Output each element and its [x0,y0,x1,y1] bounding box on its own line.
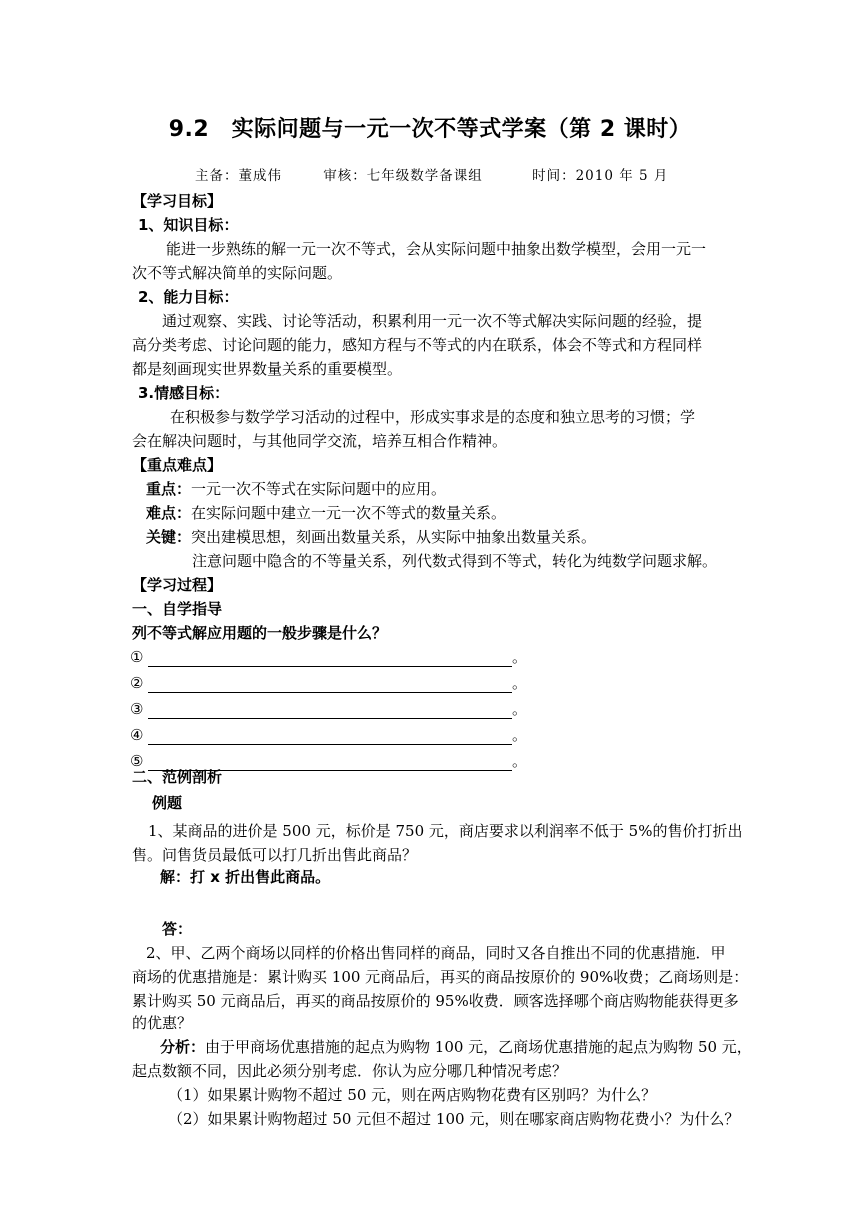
analysis-text-2: 起点数额不同，因此必须分别考虑．你认为应分哪几种情况考虑？ [132,1062,568,1080]
example1-text-1: 1、某商品的进价是 500 元，标价是 750 元，商店要求以利润率不低于 5%的售价打折出 [148,822,743,840]
date: 时间：2010 年 5 月 [532,168,669,184]
example-label: 例题 [152,794,183,812]
key-text: 突出建模思想，刻画出数量关系，从实际中抽象出数量关系。 [191,528,597,546]
analysis-label: 分析： [160,1038,206,1056]
difficulty-text: 在实际问题中建立一元一次不等式的数量关系。 [191,504,507,522]
knowledge-heading: 1、知识目标： [138,216,239,234]
key-row [146,526,596,548]
ability-text-3: 都是刻画现实世界数量关系的重要模型。 [132,360,403,378]
analysis-row [160,1036,752,1058]
step-period: 。 [512,648,528,666]
keypoints-heading: 【重点难点】 [132,456,223,474]
page-title: 9.2 实际问题与一元一次不等式学案（第 2 课时） [168,117,692,142]
document-meta [195,164,668,184]
example2-text-2: 商场的优惠措施是：累计购买 100 元商品后，再买的商品按原价的 90%收费；乙商场则是： [132,968,749,986]
key-label: 关键： [146,528,192,546]
analysis-text-1: 由于甲商场优惠措施的起点为购物 100 元，乙商场优惠措施的起点为购物 50 元， [205,1038,752,1056]
step-number: ④ [130,726,144,744]
ability-text-2: 高分类考虑、讨论问题的能力，感知方程与不等式的内在联系，体会不等式和方程同样 [132,336,703,354]
ability-heading: 2、能力目标： [138,288,239,306]
emotion-heading: 3.情感目标： [138,384,230,402]
question-2: （2）如果累计购物超过 50 元但不超过 100 元，则在哪家商店购物花费小？为什么？ [168,1110,740,1128]
focus-text: 一元一次不等式在实际问题中的应用。 [191,480,447,498]
example1-text-2: 售。问售货员最低可以打几折出售此商品？ [132,846,418,864]
step-number: ③ [130,700,144,718]
question-1: （1）如果累计购物不超过 50 元，则在两店购物花费有区别吗？为什么？ [168,1086,657,1104]
goals-heading: 【学习目标】 [132,192,223,210]
steps-question: 列不等式解应用题的一般步骤是什么？ [132,624,388,642]
step-period: 。 [512,700,528,718]
step-number: ⑤ [130,752,144,770]
focus-row [146,478,446,500]
step-number: ① [130,648,144,666]
reviewer: 审核：七年级数学备课组 [323,168,483,184]
focus-label: 重点： [146,480,192,498]
step-period: 。 [512,726,528,744]
knowledge-text-2: 次不等式解决简单的实际问题。 [132,264,343,282]
examples-heading: 二、范例剖析 [132,768,223,786]
emotion-text-1: 在积极参与数学学习活动的过程中，形成实事求是的态度和独立思考的习惯；学 [170,408,696,426]
difficulty-row [146,502,506,524]
process-heading: 【学习过程】 [132,576,223,594]
emotion-text-2: 会在解决问题时，与其他同学交流，培养互相合作精神。 [132,432,508,450]
author: 主备：董成伟 [195,168,282,184]
ability-text-1: 通过观察、实践、讨论等活动，积累利用一元一次不等式解决实际问题的经验，提 [162,312,703,330]
step-period: 。 [512,752,528,770]
answer-blank[interactable] [148,666,512,667]
answer-blank[interactable] [148,692,512,693]
self-study-heading: 一、自学指导 [132,600,223,618]
example2-text-1: 2、甲、乙两个商场以同样的价格出售同样的商品，同时又各自推出不同的优惠措施．甲 [146,944,726,962]
step-period: 。 [512,674,528,692]
key-text-2: 注意问题中隐含的不等量关系，列代数式得到不等式，转化为纯数学问题求解。 [192,552,718,570]
step-number: ② [130,674,144,692]
knowledge-text-1: 能进一步熟练的解一元一次不等式，会从实际问题中抽象出数学模型，会用一元一 [166,240,707,258]
example2-text-3: 累计购买 50 元商品后，再买的商品按原价的 95%收费．顾客选择哪个商店购物能获得更多 [132,992,739,1010]
example2-text-4: 的优惠？ [132,1014,193,1032]
example1-solution: 解：打 x 折出售此商品。 [160,868,331,886]
difficulty-label: 难点： [146,504,192,522]
answer-blank[interactable] [148,744,512,745]
example1-answer: 答： [162,920,193,938]
answer-blank[interactable] [148,718,512,719]
